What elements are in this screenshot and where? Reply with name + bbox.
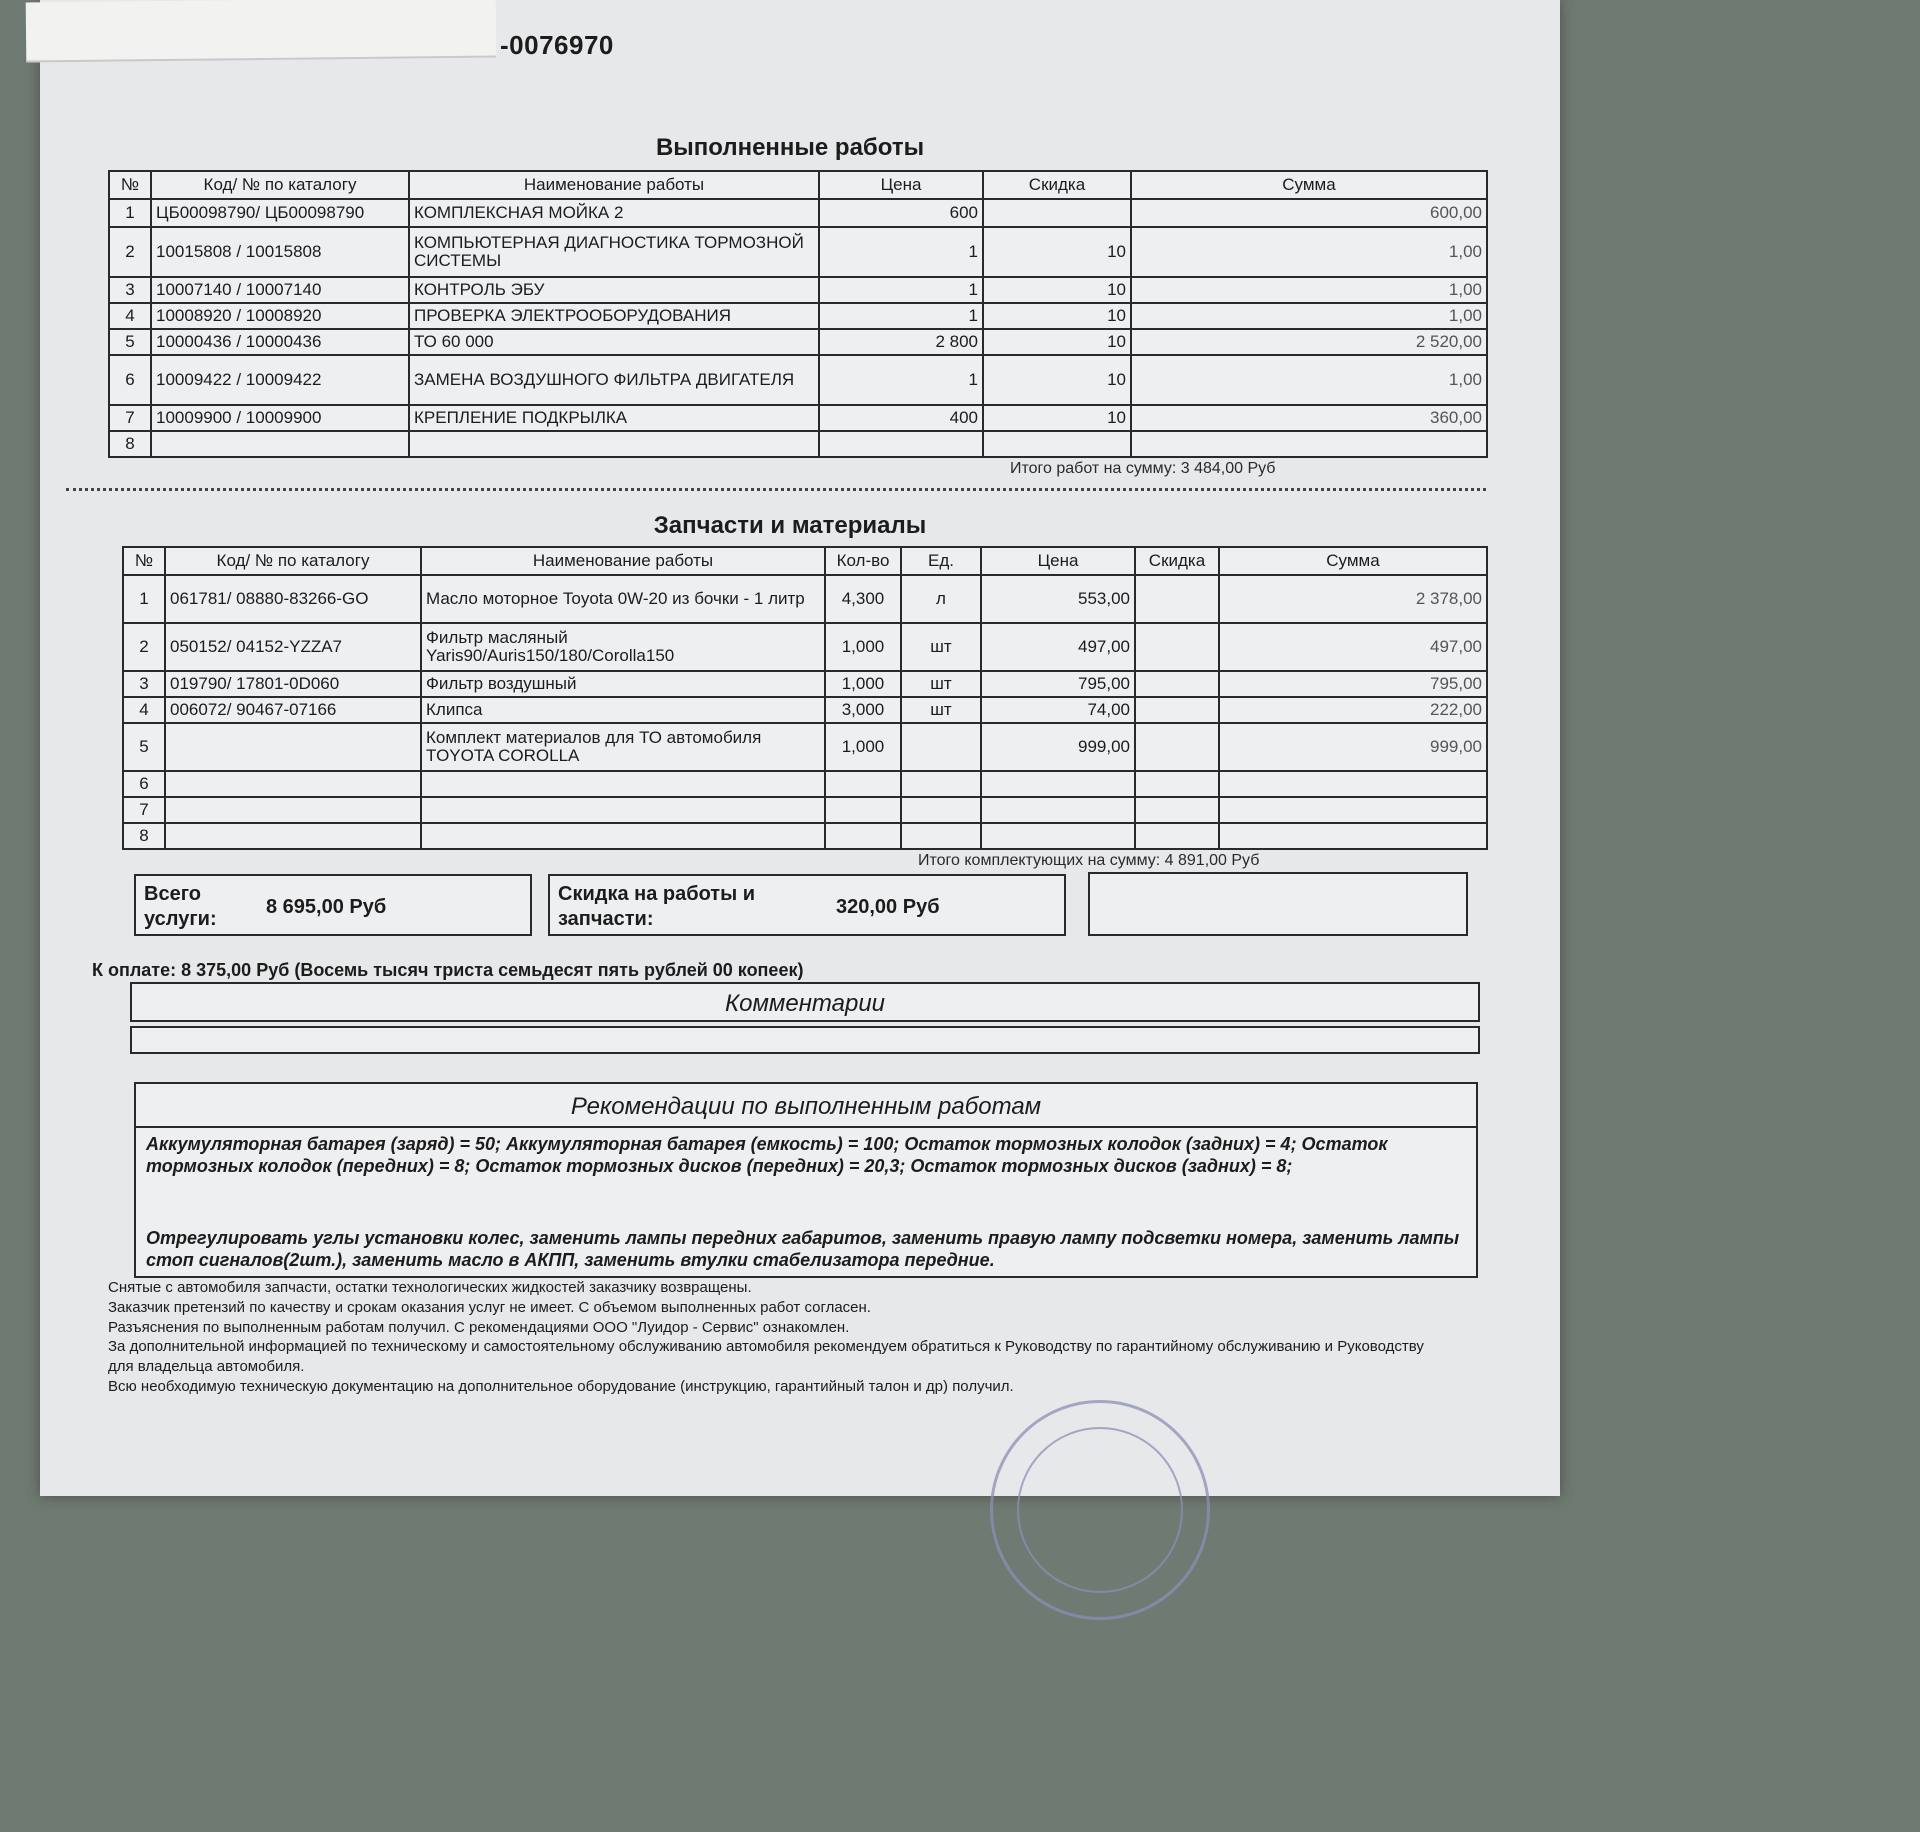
document-number: -0076970 <box>500 30 614 60</box>
col-num: № <box>123 547 165 575</box>
cell-num: 2 <box>123 623 165 671</box>
note-line: Заказчик претензий по качеству и срокам оказания услуг не имеет. С объемом выполненных работ согласен. <box>108 1298 871 1316</box>
recommendations-title: Рекомендации по выполненным работам <box>570 1093 1042 1120</box>
cell-price: 1 <box>819 227 983 277</box>
cell-num: 1 <box>109 199 151 227</box>
table-row <box>123 575 1487 623</box>
cell-sum: 1,00 <box>1131 355 1487 405</box>
cell-unit: шт <box>901 697 981 723</box>
cell-code: 050152/ 04152-YZZA7 <box>165 623 421 671</box>
services-total-label: Всего услуги: <box>144 883 217 930</box>
cell-qty: 1,000 <box>825 723 901 771</box>
parts-table <box>122 546 1488 850</box>
recommendations-measurements: Аккумуляторная батарея (заряд) = 50; Аккумуляторная батарея (емкость) = 100; Остаток тормозных колодок (задних) = 4; Остаток тормозных колодок (передних) = 8; Остаток тормозных дисков (передних) = 20,3; Остаток тормозных дисков (задних) = 8; <box>146 1134 1388 1176</box>
note-line: Снятые с автомобиля запчасти, остатки технологических жидкостей заказчику возвращены. <box>108 1279 752 1296</box>
cell-price: 999,00 <box>981 723 1135 771</box>
cell-qty: 4,300 <box>825 575 901 623</box>
cell-name: КОМПЬЮТЕРНАЯ ДИАГНОСТИКА ТОРМОЗНОЙ СИСТЕМЫ <box>409 227 819 277</box>
cell-name: Масло моторное Toyota 0W-20 из бочки - 1 литр <box>421 575 825 623</box>
col-price: Цена <box>819 171 983 199</box>
col-code: Код/ № по каталогу <box>151 171 409 199</box>
comments-body <box>130 1026 1480 1054</box>
cell-price <box>981 797 1135 823</box>
cell-num: 1 <box>123 575 165 623</box>
empty-summary-box <box>1088 872 1468 936</box>
cell-unit: шт <box>901 671 981 697</box>
note-line: За дополнительной информацией по техническому и самостоятельному обслуживанию автомобиля рекомендуем обратиться к Руководству по гарантийному обслуживанию и Руководству для владельца автомобиля. <box>108 1338 1424 1376</box>
cell-discount: 10 <box>983 227 1131 277</box>
table-row <box>123 823 1487 849</box>
cell-num: 6 <box>109 355 151 405</box>
cell-sum <box>1219 771 1487 797</box>
col-discount: Скидка <box>983 171 1131 199</box>
col-num: № <box>109 171 151 199</box>
cell-price: 400 <box>819 405 983 431</box>
works-total: Итого работ на сумму: 3 484,00 Руб <box>1010 460 1276 477</box>
cell-discount <box>1135 797 1219 823</box>
cell-code: 10015808 / 10015808 <box>151 227 409 277</box>
cell-name: ПРОВЕРКА ЭЛЕКТРООБОРУДОВАНИЯ <box>409 303 819 329</box>
cell-num: 2 <box>109 227 151 277</box>
discount-total-value: 320,00 Руб <box>836 896 940 918</box>
customer-notes <box>108 1278 1448 1397</box>
cell-sum: 600,00 <box>1131 199 1487 227</box>
company-stamp <box>990 1400 1210 1620</box>
works-table-header <box>109 171 1487 199</box>
cell-num: 8 <box>109 431 151 457</box>
cell-unit <box>901 797 981 823</box>
col-name: Наименование работы <box>421 547 825 575</box>
works-table <box>108 170 1488 458</box>
cell-unit <box>901 771 981 797</box>
cell-name: Клипса <box>421 697 825 723</box>
cell-price: 497,00 <box>981 623 1135 671</box>
cell-num: 6 <box>123 771 165 797</box>
table-row <box>109 303 1487 329</box>
cell-name <box>421 771 825 797</box>
cell-num: 5 <box>123 723 165 771</box>
col-code: Код/ № по каталогу <box>165 547 421 575</box>
cell-code <box>165 823 421 849</box>
cell-price: 795,00 <box>981 671 1135 697</box>
cell-price: 1 <box>819 303 983 329</box>
cell-name <box>409 431 819 457</box>
table-row <box>123 623 1487 671</box>
cell-sum: 999,00 <box>1219 723 1487 771</box>
cell-code <box>165 797 421 823</box>
cell-price <box>819 431 983 457</box>
cell-name: КОМПЛЕКСНАЯ МОЙКА 2 <box>409 199 819 227</box>
cell-price <box>981 823 1135 849</box>
cell-num: 7 <box>109 405 151 431</box>
cell-price: 1 <box>819 277 983 303</box>
cell-discount: 10 <box>983 303 1131 329</box>
cell-qty <box>825 797 901 823</box>
cell-name: ТО 60 000 <box>409 329 819 355</box>
table-row <box>109 227 1487 277</box>
cell-num: 3 <box>109 277 151 303</box>
cell-unit: шт <box>901 623 981 671</box>
cell-name <box>421 797 825 823</box>
cell-discount <box>983 199 1131 227</box>
cell-sum: 795,00 <box>1219 671 1487 697</box>
cell-sum: 1,00 <box>1131 277 1487 303</box>
parts-section-title: Запчасти и материалы <box>653 512 927 539</box>
cell-num: 4 <box>109 303 151 329</box>
cell-price: 2 800 <box>819 329 983 355</box>
services-total-value: 8 695,00 Руб <box>266 896 387 918</box>
paper-sticker <box>26 0 497 62</box>
cell-name: КОНТРОЛЬ ЭБУ <box>409 277 819 303</box>
cell-code: 10000436 / 10000436 <box>151 329 409 355</box>
note-line: Всю необходимую техническую документацию на дополнительное оборудование (инструкцию, гарантийный талон и др) получил. <box>108 1377 1014 1395</box>
cell-discount <box>1135 771 1219 797</box>
cell-qty <box>825 771 901 797</box>
amount-to-pay: К оплате: 8 375,00 Руб (Восемь тысяч триста семьдесят пять рублей 00 копеек) <box>92 960 804 980</box>
cell-sum: 2 378,00 <box>1219 575 1487 623</box>
col-name: Наименование работы <box>409 171 819 199</box>
comments-header <box>130 982 1480 1022</box>
cell-code <box>151 431 409 457</box>
table-row <box>123 671 1487 697</box>
table-row <box>123 697 1487 723</box>
cell-code: ЦБ00098790/ ЦБ00098790 <box>151 199 409 227</box>
cell-price <box>981 771 1135 797</box>
cell-discount <box>1135 671 1219 697</box>
col-unit: Ед. <box>901 547 981 575</box>
cell-name: Фильтр воздушный <box>421 671 825 697</box>
recommendations-header <box>136 1084 1476 1128</box>
cell-unit <box>901 823 981 849</box>
cell-sum <box>1219 823 1487 849</box>
cell-sum <box>1131 431 1487 457</box>
cell-discount: 10 <box>983 277 1131 303</box>
cell-sum: 2 520,00 <box>1131 329 1487 355</box>
cell-price: 1 <box>819 355 983 405</box>
cell-sum <box>1219 797 1487 823</box>
cell-discount <box>1135 697 1219 723</box>
table-row <box>109 431 1487 457</box>
cell-num: 3 <box>123 671 165 697</box>
cell-sum: 222,00 <box>1219 697 1487 723</box>
cell-name: КРЕПЛЕНИЕ ПОДКРЫЛКА <box>409 405 819 431</box>
cell-name: ЗАМЕНА ВОЗДУШНОГО ФИЛЬТРА ДВИГАТЕЛЯ <box>409 355 819 405</box>
cell-num: 4 <box>123 697 165 723</box>
cell-qty: 1,000 <box>825 671 901 697</box>
table-row <box>123 723 1487 771</box>
cell-discount: 10 <box>983 405 1131 431</box>
cell-discount <box>1135 575 1219 623</box>
table-row <box>109 405 1487 431</box>
cell-num: 7 <box>123 797 165 823</box>
cell-num: 8 <box>123 823 165 849</box>
cell-code: 10009422 / 10009422 <box>151 355 409 405</box>
cell-code: 10007140 / 10007140 <box>151 277 409 303</box>
works-section-title: Выполненные работы <box>655 134 925 161</box>
services-total-box <box>134 874 532 936</box>
cell-code <box>165 771 421 797</box>
cell-price: 74,00 <box>981 697 1135 723</box>
table-row <box>109 277 1487 303</box>
parts-table-header <box>123 547 1487 575</box>
table-row <box>109 199 1487 227</box>
cell-unit: л <box>901 575 981 623</box>
table-row <box>123 771 1487 797</box>
cell-name <box>421 823 825 849</box>
cell-qty: 1,000 <box>825 623 901 671</box>
cell-sum: 360,00 <box>1131 405 1487 431</box>
col-sum: Сумма <box>1219 547 1487 575</box>
cell-qty: 3,000 <box>825 697 901 723</box>
col-discount: Скидка <box>1135 547 1219 575</box>
cell-price: 600 <box>819 199 983 227</box>
table-row <box>123 797 1487 823</box>
cell-price: 553,00 <box>981 575 1135 623</box>
cell-name: Фильтр масляный Yaris90/Auris150/180/Corolla150 <box>421 623 825 671</box>
recommendations-box <box>134 1082 1478 1278</box>
note-line: Разъяснения по выполненным работам получил. С рекомендациями ООО "Луидор - Сервис" ознакомлен. <box>108 1318 850 1336</box>
cell-code <box>165 723 421 771</box>
discount-total-label: Скидка на работы и запчасти: <box>558 883 756 930</box>
col-qty: Кол-во <box>825 547 901 575</box>
cell-unit <box>901 723 981 771</box>
cell-discount <box>1135 623 1219 671</box>
col-sum: Сумма <box>1131 171 1487 199</box>
cell-discount <box>983 431 1131 457</box>
cell-discount <box>1135 823 1219 849</box>
cell-sum: 497,00 <box>1219 623 1487 671</box>
cell-name: Комплект материалов для ТО автомобиля TOYOTA COROLLA <box>421 723 825 771</box>
cell-code: 019790/ 17801-0D060 <box>165 671 421 697</box>
col-price: Цена <box>981 547 1135 575</box>
recommendations-actions: Отрегулировать углы установки колес, заменить лампы передних габаритов, заменить правую лампу подсветки номера, заменить лампы стоп сигналов(2шт.), заменить масло в АКПП, заменить втулки стабелизатора передние. <box>146 1228 1460 1270</box>
cell-discount <box>1135 723 1219 771</box>
cell-sum: 1,00 <box>1131 303 1487 329</box>
cell-num: 5 <box>109 329 151 355</box>
cell-sum: 1,00 <box>1131 227 1487 277</box>
table-row <box>109 329 1487 355</box>
dotted-divider <box>66 488 1486 491</box>
cell-discount: 10 <box>983 329 1131 355</box>
cell-discount: 10 <box>983 355 1131 405</box>
cell-code: 006072/ 90467-07166 <box>165 697 421 723</box>
comments-title: Комментарии <box>724 990 886 1017</box>
cell-code: 10008920 / 10008920 <box>151 303 409 329</box>
cell-code: 10009900 / 10009900 <box>151 405 409 431</box>
parts-total: Итого комплектующих на сумму: 4 891,00 Руб <box>918 852 1260 869</box>
cell-code: 061781/ 08880-83266-GO <box>165 575 421 623</box>
discount-total-box <box>548 874 1066 936</box>
cell-qty <box>825 823 901 849</box>
table-row <box>109 355 1487 405</box>
